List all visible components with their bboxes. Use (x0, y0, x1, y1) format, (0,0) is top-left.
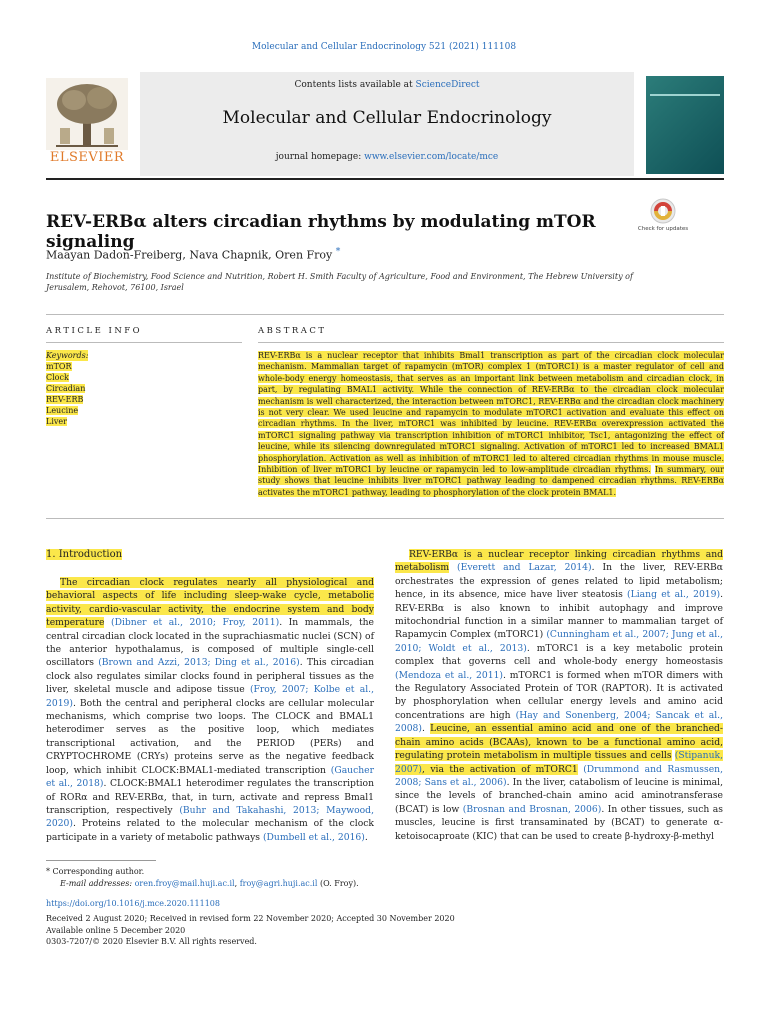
doi-link[interactable]: https://doi.org/10.1016/j.mce.2020.111108 (46, 899, 220, 908)
email-link[interactable]: froy@agri.huji.ac.il (239, 879, 318, 888)
author-list (46, 246, 340, 262)
journal-cover-stripe (650, 94, 720, 96)
body-text: . This circadian clock also regulates similar clocks found in peripheral tissues as the liver, skeletal muscle and adipose tissue (46, 657, 375, 696)
footnote-rule (46, 860, 156, 861)
highlighted-sentence: The circadian clock regulates nearly all physiological and behavioral aspects of life including sleep-wake cycle, metabolic activity, cardio-vascular activity, the endocrine system and body temperature (46, 577, 374, 629)
check-for-updates-badge[interactable] (637, 196, 689, 240)
paper-title: REV-ERBα alters circadian rhythms by modulating mTOR signaling (46, 212, 596, 252)
citation-link[interactable]: (Stipanuk, 2007) (395, 750, 723, 775)
sciencedirect-link[interactable]: ScienceDirect (415, 80, 480, 90)
body-text: . Proteins related to the molecular mechanism of the clock participate in a variety of metabolic pathways (46, 818, 374, 843)
body-text: . In the liver, catabolism of leucine is minimal, since the levels of branched-chain amino acid aminotransferase (BCAT) is low (395, 776, 723, 815)
header-rule (46, 178, 724, 180)
keyword: Clock (46, 373, 69, 382)
available-online: Available online 5 December 2020 (46, 925, 186, 935)
email-line (46, 878, 359, 890)
email-label: E-mail addresses: (60, 879, 133, 888)
keyword: REV-ERB (46, 395, 84, 404)
email-link[interactable]: oren.froy@mail.huji.ac.il (134, 879, 235, 888)
citation-link[interactable]: (Dibner et al., 2010; Froy, 2011) (111, 617, 280, 629)
abstract-heading: ABSTRACT (258, 326, 327, 336)
abstract-paragraph-1: REV-ERBα is a nuclear receptor that inhibits Bmal1 transcription as part of the circadian clock molecular mechanism. Mammalian target of rapamycin (mTOR) complex 1 (mTORC1) is a master regulator of cell and whole-body energy homeostasis, that serves as an important link between metabolism and circadian clock, in part, by regulating BMAL1 activity. While the connection of REV-ERBα to the circadian clock molecular mechanism is well characterized, the interaction between mTORC1, REV-ERBα and the circadian clock machinery is not very clear. We used leucine and rapamycin to modulate mTORC1 activation and evaluate this effect on circadian rhythms. In the liver, mTORC1 was inhibited by leucine. REV-ERBα overexpression activated the mTORC1 signaling pathway via transcription inhibition of mTORC1 inhibitor, Tsc1, antagonizing the effect of leucine, while its silencing downregulated mTORC1 signaling. Activation of mTORC1 led to increased BMAL1 phosphorylation. Activation as well as inhibition of mTORC1 led to altered circadian rhythms in mouse muscle. Inhibition of liver mTORC1 by leucine or rapamycin led to low-amplitude circadian rhythms. (258, 351, 724, 475)
running-head[interactable]: Molecular and Cellular Endocrinology 521 (2021) 111108 (251, 42, 517, 52)
citation-link[interactable]: (Brosnan and Brosnan, 2006) (462, 803, 602, 815)
body-text: . mTORC1 is a key metabolic protein complex that governs cell and whole-body energy homeostasis (395, 642, 724, 668)
body-text: . In mammals, the central circadian clock located in the suprachiasmatic nuclei (SCN) of the anterior hypothalamus, is composed of multiple single-cell oscillators (46, 617, 374, 669)
citation-link[interactable]: (Froy, 2007; Kolbe et al., 2019) (46, 684, 374, 709)
footnote (46, 866, 359, 890)
citation-link[interactable]: (Liang et al., 2019) (627, 589, 721, 601)
contents-prefix: Contents lists available at (294, 80, 416, 90)
citation-link[interactable]: (Everett and Lazar, 2014) (457, 562, 592, 574)
body-text: . REV-ERBα is also known to inhibit autophagy and improve mitochondrial function in a similar manner to mammalian target of Rapamycin Complex (mTORC1) (395, 589, 723, 641)
affiliation: Institute of Biochemistry, Food Science and Nutrition, Robert H. Smith Faculty of Agriculture, Food and Environment, The Hebrew University of Jerusalem, Rehovot, 76100, Israel (46, 272, 633, 292)
article-info-heading: ARTICLE INFO (46, 326, 143, 336)
keyword: mTOR (46, 362, 72, 371)
info-top-rule (46, 314, 724, 315)
corresponding-author-note: * Corresponding author. (46, 867, 145, 876)
authors-text: Maayan Dadon-Freiberg, Nava Chapnik, Oren Froy (46, 248, 333, 262)
homepage-prefix: journal homepage: (275, 152, 365, 162)
keyword: Circadian (46, 384, 86, 393)
keyword: Liver (46, 417, 67, 426)
highlighted-sentence: REV-ERBα is a nuclear receptor linking circadian rhythms and metabolism (395, 549, 723, 574)
citation-link[interactable]: (Mendoza et al., 2011) (395, 669, 503, 681)
body-text: . In the liver, REV-ERBα orchestrates the expression of genes related to lipid metabolism; hence, in its absence, mice have liver steatosis (395, 562, 723, 601)
highlighted-sentence: Leucine, an essential amino acid and one of the branched-chain amino acids (BCAAs), known to be a functional amino acid, regulating protein metabolism in multiple tissues and cells (395, 723, 723, 762)
citation-link[interactable]: (Hay and Sonenberg, 2004; Sancak et al., 2008) (395, 709, 723, 735)
homepage-link[interactable]: www.elsevier.com/locate/mce (364, 152, 499, 162)
abstract-rule (258, 342, 724, 343)
abstract-paragraph-2: In summary, our study shows that leucine inhibits liver mTORC1 pathway leading to dampened circadian rhythms. REV-ERBα activates the mTORC1 pathway, leading to phosphorylation of the clock protein BMAL1. (258, 465, 724, 497)
elsevier-tree-logo[interactable] (46, 78, 128, 150)
citation-link[interactable]: (Cunningham et al., 2007; Jung et al., 2010; Woldt et al., 2013) (395, 629, 723, 654)
body-text: . In other tissues, such as muscles, leucine is first transaminated by (BCAT) to generate α-ketoisocaproate (KIC) that can be used to create β-hydroxy-β-methyl (395, 803, 723, 842)
abstract-bottom-rule (46, 518, 724, 519)
left-column (46, 576, 374, 844)
abstract-text (258, 350, 724, 498)
section-heading (46, 549, 122, 560)
crossmark-text: Check for updates (637, 226, 689, 232)
highlighted-sentence: , via the activation of mTORC1 (421, 763, 578, 775)
intro-paragraph-2 (395, 548, 723, 843)
intro-paragraph-1 (46, 576, 374, 844)
article-info-rule (46, 342, 242, 343)
citation-link[interactable]: (Dumbell et al., 2016) (262, 831, 365, 843)
copyright-line: 0303-7207/© 2020 Elsevier B.V. All rights reserved. (46, 937, 257, 946)
body-text: . (421, 723, 431, 735)
publisher-name: ELSEVIER (49, 150, 125, 165)
received-dates: Received 2 August 2020; Received in revised form 22 November 2020; Accepted 30 November 2020 (46, 914, 455, 923)
journal-cover-image (646, 76, 724, 174)
journal-homepage (140, 152, 634, 162)
citation-link[interactable]: (Brown and Azzi, 2013; Ding et al., 2016) (98, 657, 300, 669)
article-history (46, 913, 455, 948)
body-text: . (364, 831, 368, 843)
citation-link[interactable]: (Buhr and Takahashi, 2013; Maywood, 2020) (46, 804, 374, 830)
citation-link[interactable]: (Gaucher et al., 2018) (46, 764, 374, 790)
body-text: . Both the central and peripheral clocks are cellular molecular mechanisms, which comprise two loops. The CLOCK and BMAL1 heterodimer serves as the positive loop, which mediates transcriptional activation, and the PERIOD (PERs) and CRYPTOCHROME (CRYs) proteins serve as the negative feedback loop, which inhibit CLOCK:BMAL1-mediated transcription (46, 697, 374, 776)
journal-title: Molecular and Cellular Endocrinology (222, 108, 552, 128)
keywords-label: Keywords: (46, 351, 89, 360)
contents-line (140, 80, 634, 90)
right-column (395, 548, 723, 843)
email-owner: (O. Froy). (317, 879, 359, 888)
keyword: Leucine (46, 406, 79, 415)
body-text: . CLOCK:BMAL1 heterodimer regulates the transcription of RORα and REV-ERBα, that, in turn, activate and repress Bmal1 transcription, respectively (46, 778, 374, 816)
corresponding-mark[interactable]: * (335, 246, 341, 257)
introduction-heading: 1. Introduction (46, 549, 123, 560)
keywords-block (46, 350, 88, 427)
email-separator: , (234, 879, 240, 888)
citation-link[interactable]: (Drummond and Rasmussen, 2008; Sans et al., 2006) (395, 763, 723, 788)
body-text: . mTORC1 is formed when mTOR dimers with the Regulatory Associated Protein of TOR (RAPTOR). It is activated by phosphorylation when cellular energy levels and amino acid concentrations are high (395, 669, 723, 721)
